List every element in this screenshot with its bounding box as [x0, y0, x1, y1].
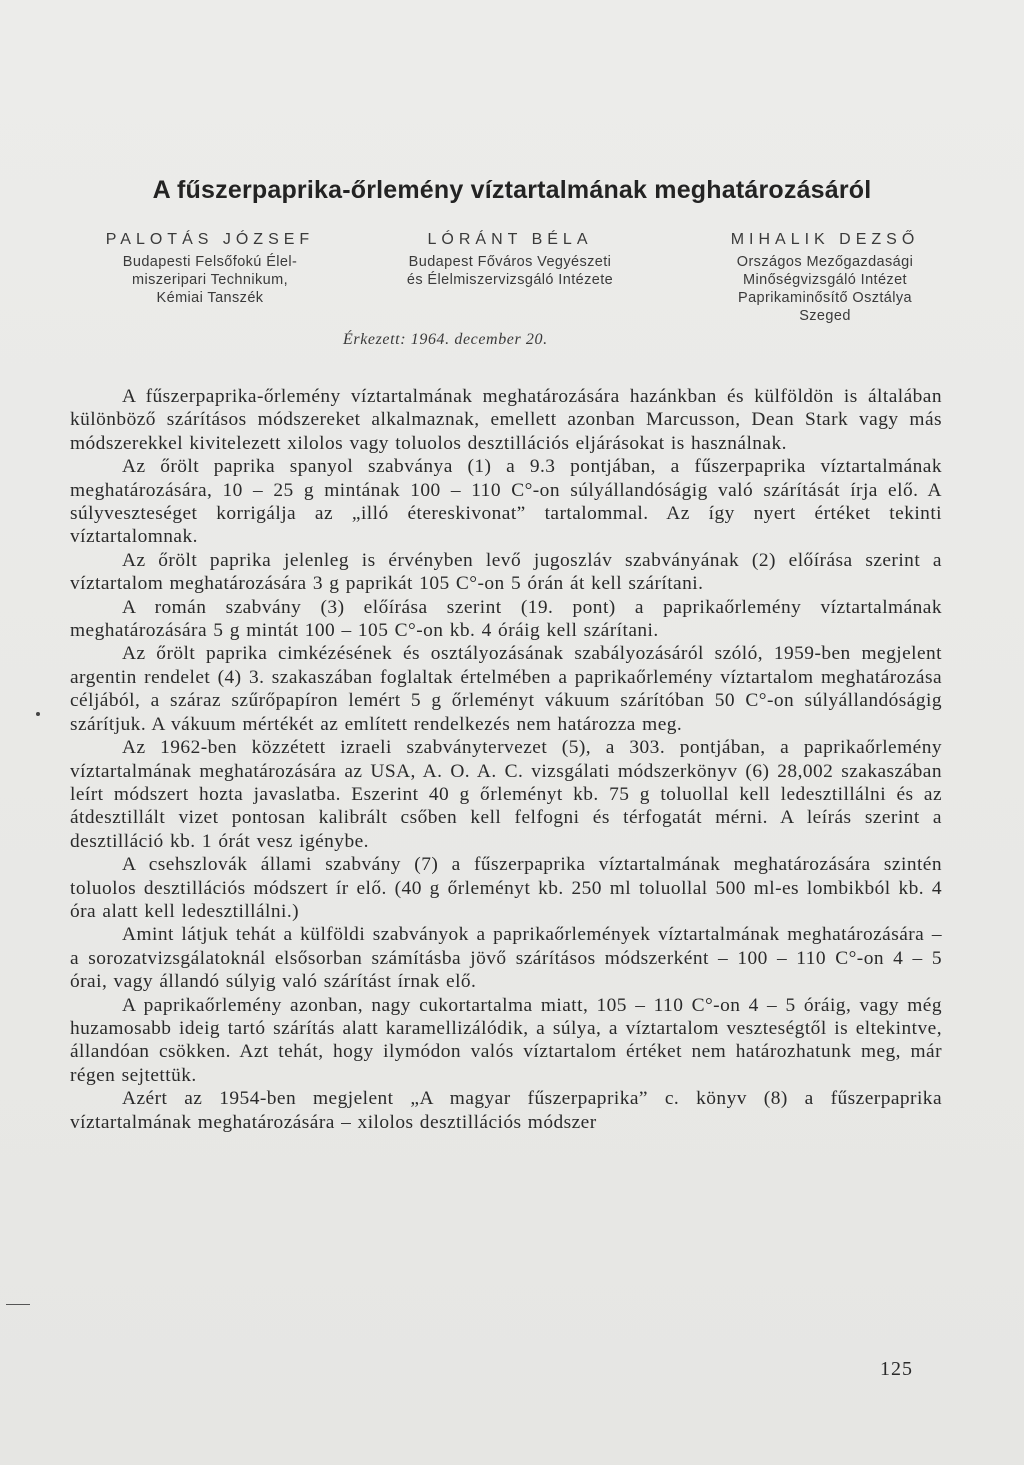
- author-name: LÓRÁNT BÉLA: [427, 231, 593, 248]
- received-date: Érkezett: 1964. december 20.: [343, 331, 548, 348]
- margin-mark: [6, 1304, 30, 1305]
- margin-mark: [36, 712, 40, 716]
- author-affiliation-line: Paprikaminősítő Osztálya: [738, 290, 912, 306]
- body-paragraph: Amint látjuk tehát a külföldi szabványok a paprikaőrlemények víztartalmának meghatározására – a sorozatvizsgálatoknál elsősorban számításba jövő szárításos módszerként – 100 – 110 C°-on 4 – 5 órai, vagy állandó súlyig való szárítást írnak elő.: [70, 924, 942, 993]
- author-block-2: [360, 231, 660, 289]
- author-name: MIHALIK DEZSŐ: [730, 231, 920, 248]
- body-paragraph: Azért az 1954-ben megjelent „A magyar fűszerpaprika” c. könyv (8) a fűszerpaprika víztartalmának meghatározására – xilolos desztillációs módszer: [70, 1088, 942, 1133]
- article-body: [70, 385, 942, 1134]
- page-number: 125: [880, 1358, 913, 1380]
- author-block-1: [70, 231, 350, 307]
- body-paragraph: Az őrölt paprika cimkézésének és osztályozásának szabályozásáról szóló, 1959-ben megjelent argentin rendelet (4) 3. szakaszában foglaltak értelmében a paprikaőrlemény víztartalom meghatározása céljából, a száraz szűrőpapíron lemért 5 g őrleményt vákuum szárítóban 50 C°-on súlyállandóságig szárítjuk. A vákuum mértékét az említett rendelkezés nem határozza meg.: [70, 643, 942, 735]
- body-paragraph: A fűszerpaprika-őrlemény víztartalmának meghatározására hazánkban és külföldön is általában különböző szárításos módszereket alkalmaznak, emellett azonban Marcusson, Dean Stark vagy más módszerekkel kivitelezett xilolos vagy toluolos desztillációs eljárásokat is használnak.: [70, 386, 942, 454]
- author-affiliation-line: Kémiai Tanszék: [156, 290, 264, 306]
- author-block-3: [680, 231, 970, 325]
- article-title: A fűszerpaprika-őrlemény víztartalmának meghatározásáról: [152, 176, 872, 204]
- body-paragraph: A román szabvány (3) előírása szerint (19. pont) a paprikaőrlemény víztartalmának meghatározására 5 g mintát 100 – 105 C°-on kb. 4 óráig kell szárítani.: [70, 596, 942, 642]
- author-affiliation-line: Budapesti Felsőfokú Élel-: [122, 254, 298, 270]
- author-affiliation-line: Minőségvizsgáló Intézet: [743, 272, 907, 288]
- body-paragraph: Az őrölt paprika jelenleg is érvényben levő jugoszláv szabványának (2) előírása szerint a víztartalom meghatározására 3 g paprikát 105 C°-on 5 órán át kell szárítani.: [70, 549, 942, 595]
- author-affiliation-line: Országos Mezőgazdasági: [736, 254, 914, 270]
- author-affiliation-line: és Élelmiszervizsgáló Intézete: [406, 272, 614, 288]
- body-paragraph: Az 1962-ben közzétett izraeli szabványtervezet (5), a 303. pontjában, a paprikaőrlemény víztartalmának meghatározására az USA, A. O. A. C. vizsgálati módszerkönyv (6) 28,002 szakaszában leírt módszert hozta javaslatba. Eszerint 40 g őrleményt kb. 75 g toluollal kell ledesztillálni és az átdesztillált vizet pontosan kalibrált csőben kell felfogni és térfogatát mérni. A leírás szerint a desztilláció kb. 1 órát vesz igénybe.: [70, 737, 942, 852]
- author-affiliation-line: miszeripari Technikum,: [132, 272, 288, 288]
- author-affiliation-line: Budapest Főváros Vegyészeti: [408, 254, 612, 270]
- author-name: PALOTÁS JÓZSEF: [105, 231, 315, 248]
- body-paragraph: A paprikaőrlemény azonban, nagy cukortartalma miatt, 105 – 110 C°-on 4 – 5 óráig, vagy még huzamosabb ideig tartó szárítás alatt karamellizálódik, a súlya, a víztartalom veszteségtől is eltekintve, állandóan csökken. Azt tehát, hogy ilymódon valós víztartalom értéket nem határozhatunk meg, már régen sejtettük.: [70, 994, 942, 1086]
- author-affiliation-line: Szeged: [799, 308, 851, 324]
- body-paragraph: Az őrölt paprika spanyol szabványa (1) a 9.3 pontjában, a fűszerpaprika víztartalmának meghatározására, 10 – 25 g mintának 100 – 110 C°-on súlyállandóságig való szárítását írja elő. A súlyveszteséget korrigálja az „illó étereskivonat” tartalommal. Az így nyert értéket tekinti víztartalomnak.: [70, 456, 942, 548]
- body-paragraph: A csehszlovák állami szabvány (7) a fűszerpaprika víztartalmának meghatározására szintén toluolos desztillációs módszert ír elő. (40 g őrleményt kb. 250 ml toluollal 500 ml-es lombikból kb. 4 óra alatt kell ledesztillálni.): [70, 854, 942, 922]
